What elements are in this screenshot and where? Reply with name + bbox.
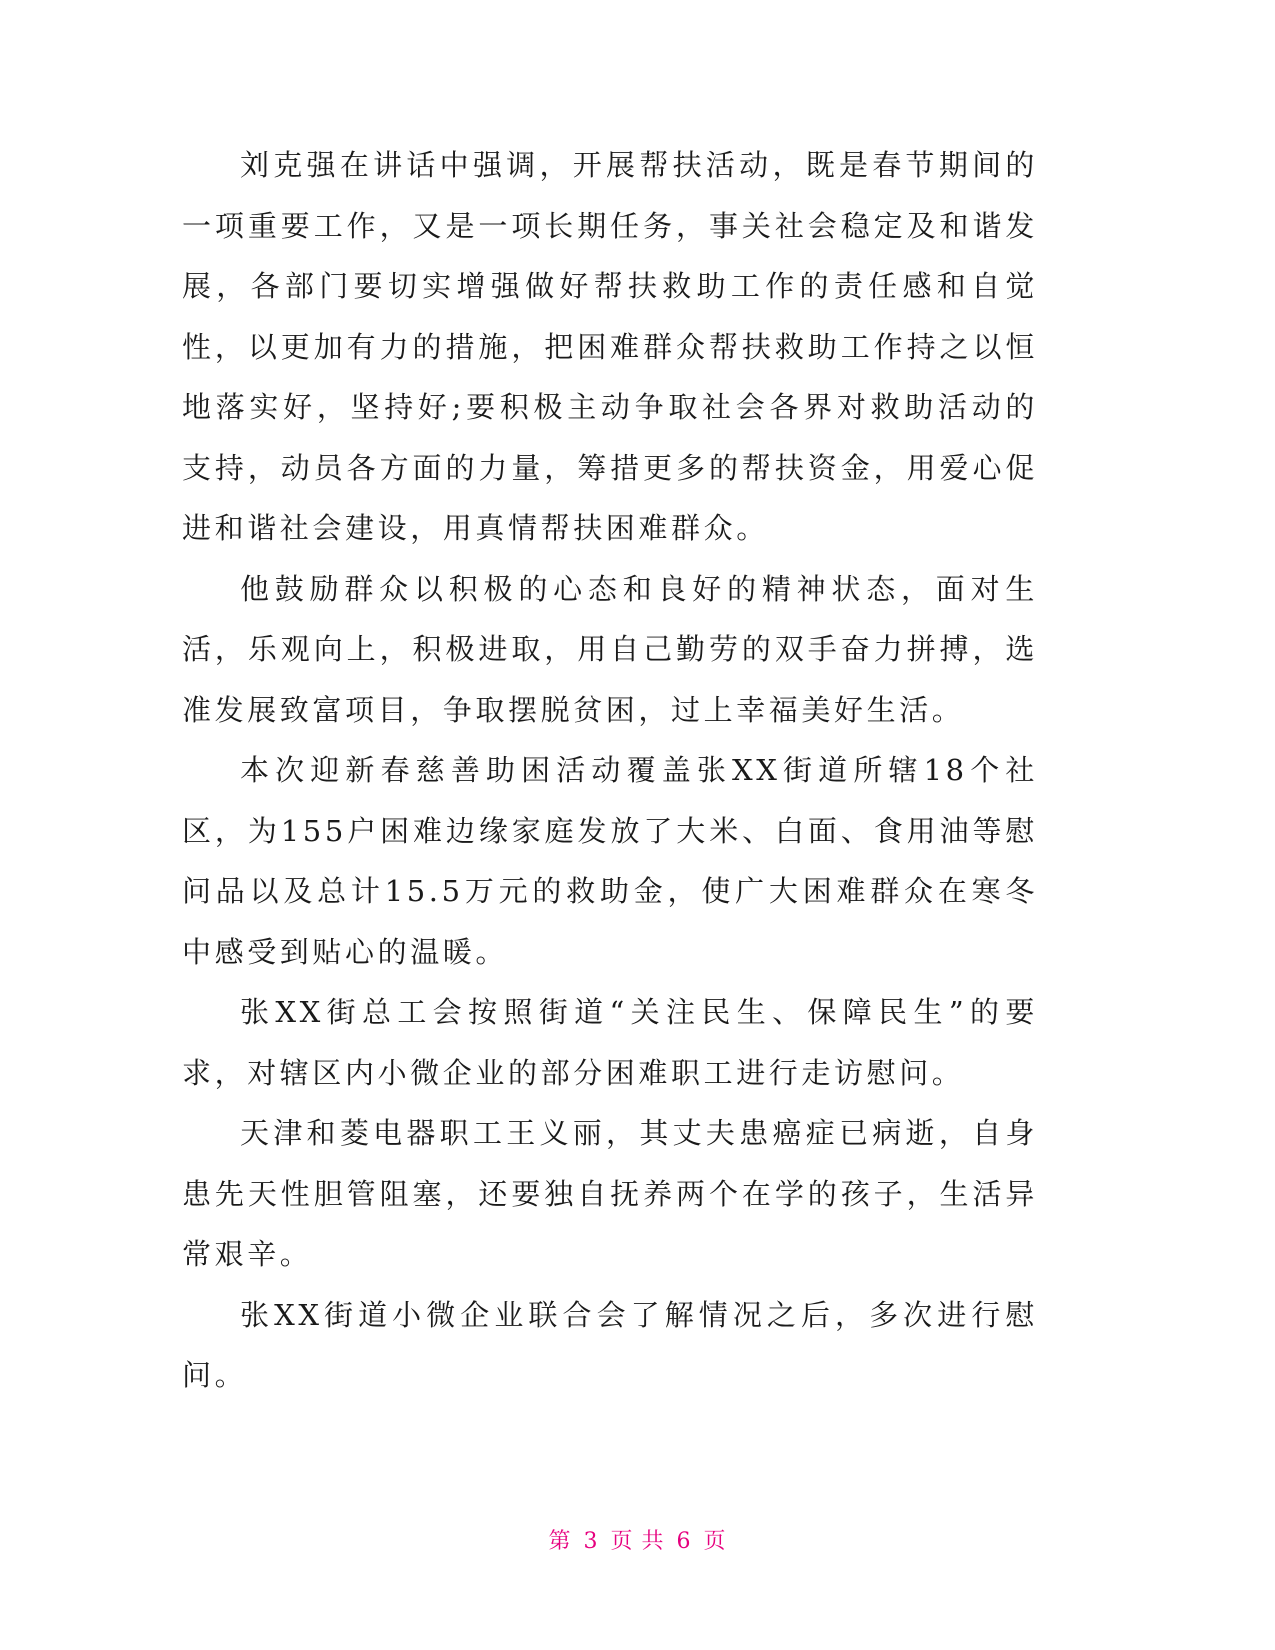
total-pages-number: 6 xyxy=(676,1529,692,1554)
paragraph-3: 本次迎新春慈善助困活动覆盖张XX街道所辖18个社区，为155户困难边缘家庭发放了大米、白面、食用油等慰问品以及总计15.5万元的救助金，使广大困难群众在寒冬中感受到贴心的温暖。 xyxy=(182,753,1038,969)
document-body xyxy=(182,135,1038,1406)
footer-middle: 页 共 xyxy=(610,1529,665,1554)
paragraph-5: 天津和菱电器职工王义丽，其丈夫患癌症已病逝，自身患先天性胆管阻塞，还要独自抚养两个在学的孩子，生活异常艰辛。 xyxy=(182,1116,1038,1271)
current-page-number: 3 xyxy=(583,1529,599,1554)
footer-suffix: 页 xyxy=(703,1529,727,1554)
paragraph-6: 张XX街道小微企业联合会了解情况之后，多次进行慰问。 xyxy=(182,1297,1038,1392)
paragraph-1: 刘克强在讲话中强调，开展帮扶活动，既是春节期间的一项重要工作，又是一项长期任务，事关社会稳定及和谐发展，各部门要切实增强做好帮扶救助工作的责任感和自觉性，以更加有力的措施，把困难群众帮扶救助工作持之以恒地落实好，坚持好;要积极主动争取社会各界对救助活动的支持，动员各方面的力量，筹措更多的帮扶资金，用爱心促进和谐社会建设，用真情帮扶困难群众。 xyxy=(182,148,1038,545)
page-footer xyxy=(0,1524,1275,1555)
footer-prefix: 第 xyxy=(548,1529,572,1554)
paragraph-4: 张XX街总工会按照街道“关注民生、保障民生”的要求，对辖区内小微企业的部分困难职工进行走访慰问。 xyxy=(182,995,1038,1090)
paragraph-2: 他鼓励群众以积极的心态和良好的精神状态，面对生活，乐观向上，积极进取，用自己勤劳的双手奋力拼搏，选准发展致富项目，争取摆脱贫困，过上幸福美好生活。 xyxy=(182,571,1038,727)
